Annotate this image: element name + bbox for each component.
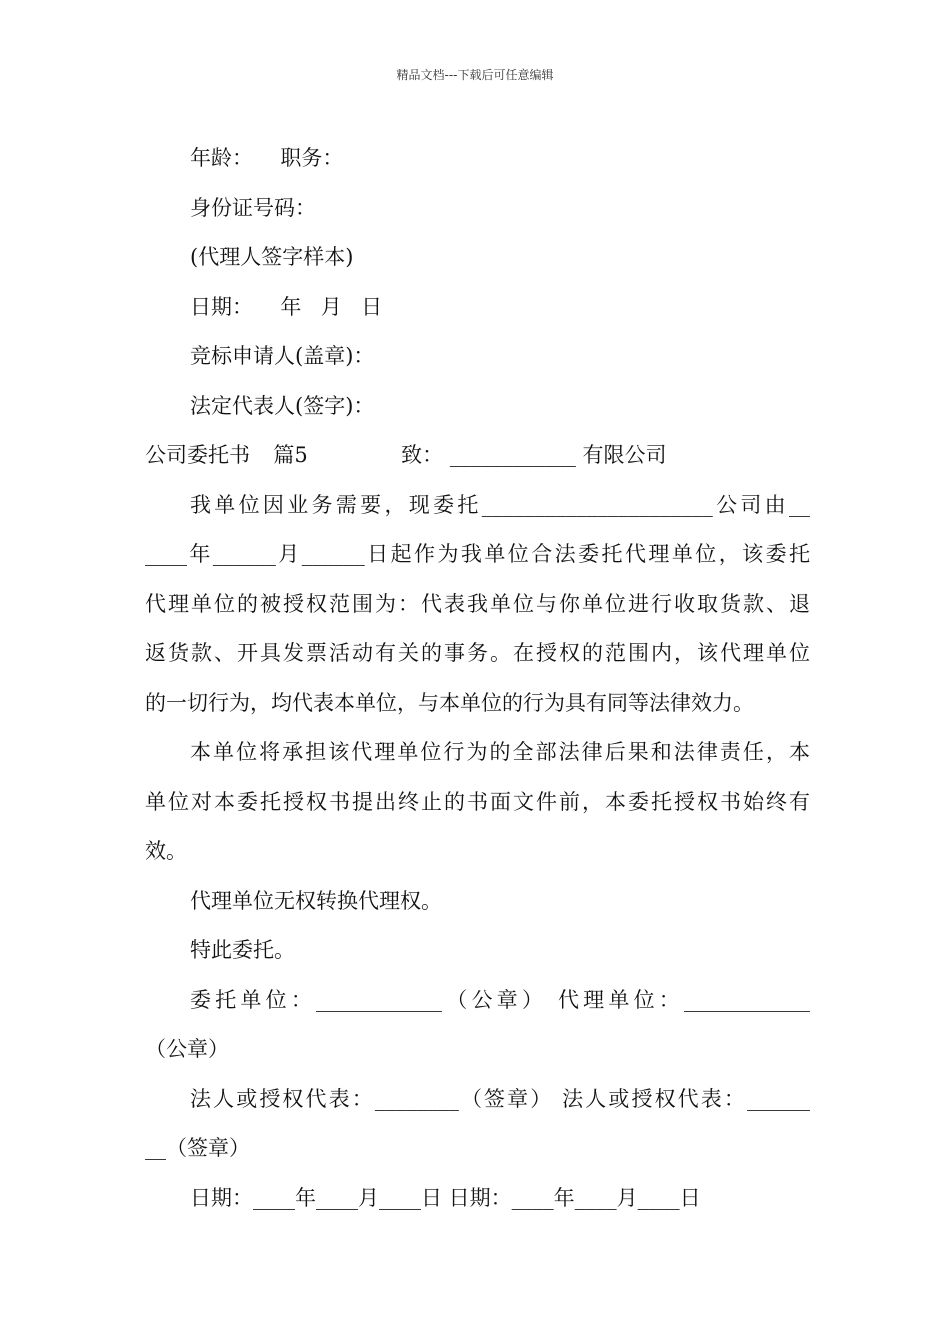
paragraph-2-line-1: 本单位将承担该代理单位行为的全部法律后果和法律责任，本	[190, 740, 810, 764]
date-label: 日期：	[190, 294, 253, 319]
paragraph-2-line-3: 效。	[145, 839, 187, 863]
month-label: 月	[320, 294, 342, 319]
page-header: 精品文档---下载后可任意编辑	[396, 68, 554, 82]
paragraph-1-line-5: 的一切行为，均代表本单位，与本单位的行为具有同等法律效力。	[145, 690, 754, 715]
addressee-blank: ____________	[449, 443, 576, 467]
paragraph-1-line-1: 我单位因业务需要，现委托______________________公司由__	[190, 492, 810, 517]
paragraph-1-line-4: 返货款、开具发票活动有关的事务。在授权的范围内，该代理单位	[145, 641, 810, 665]
signing-date-line: 日期：____年____月____日 日期：____年____月____日	[190, 1185, 701, 1210]
section-title-line	[145, 431, 810, 481]
authorized-rep-seal: __（签章）	[145, 1136, 250, 1160]
position-label: 职务：	[280, 146, 344, 170]
legal-rep-signature-line: 法定代表人(签字)：	[190, 393, 375, 418]
paragraph-1-line-2: ____年______月______日起作为我单位合法委托代理单位，该委托	[145, 542, 810, 566]
agent-signature-sample: (代理人签字样本)	[190, 245, 354, 269]
bidder-seal-line: 竞标申请人(盖章)：	[190, 344, 375, 368]
entrusting-unit-line: 委托单位：____________（公章） 代理单位：____________	[190, 987, 810, 1012]
addressee-company: 有限公司	[582, 443, 667, 467]
paragraph-1-line-3: 代理单位的被授权范围为：代表我单位与你单位进行收取货款、退	[145, 591, 810, 616]
document-body	[145, 134, 810, 1223]
authorized-rep-line: 法人或授权代表：________（签章） 法人或授权代表：______	[190, 1086, 810, 1111]
id-number-line: 身份证号码：	[190, 195, 316, 220]
age-position-line	[145, 134, 810, 184]
age-label: 年龄：	[190, 146, 253, 170]
section-number: 篇5	[273, 443, 308, 467]
date-line	[145, 283, 810, 333]
day-label: 日	[361, 294, 383, 319]
entrusting-unit-seal: （公章）	[145, 1037, 229, 1061]
paragraph-4: 特此委托。	[190, 938, 295, 962]
section-title: 公司委托书	[145, 443, 250, 467]
paragraph-3: 代理单位无权转换代理权。	[190, 888, 442, 913]
year-label: 年	[280, 294, 302, 319]
paragraph-2-line-2: 单位对本委托授权书提出终止的书面文件前，本委托授权书始终有	[145, 789, 810, 814]
addressee-label: 致：	[401, 443, 444, 467]
